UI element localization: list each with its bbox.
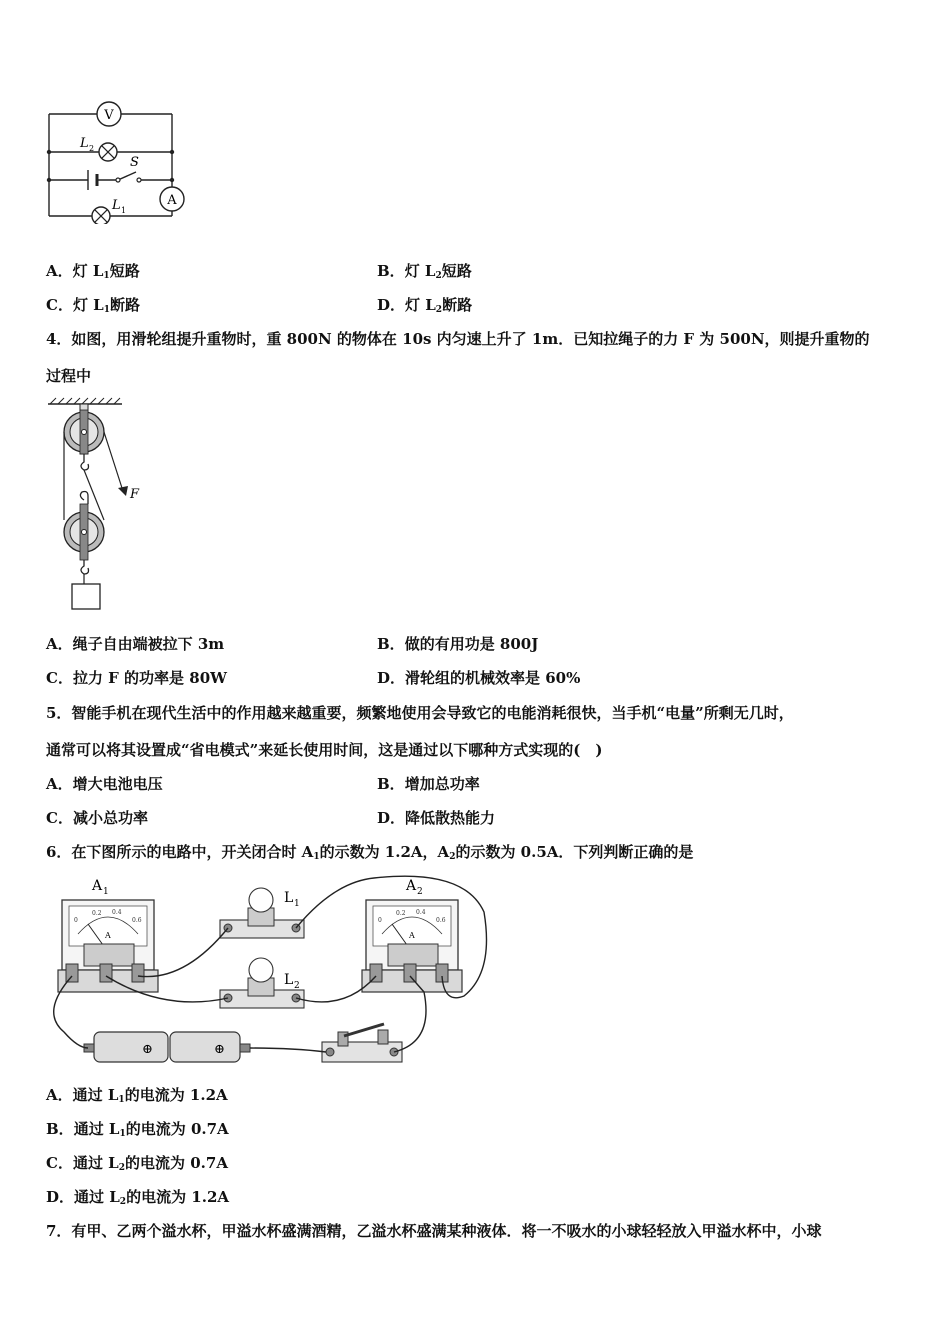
ammeter-a2 xyxy=(362,878,462,992)
q5-options-row-2 xyxy=(46,808,496,828)
q3-options-row-2 xyxy=(46,295,473,320)
q3-circuit-diagram xyxy=(44,96,189,224)
lamp-l1-symbol xyxy=(92,198,126,224)
svg-text:0: 0 xyxy=(378,917,382,924)
q5-stem-line2: 通常可以将其设置成“省电模式”来延长使用时间，这是通过以下哪种方式实现的( ) xyxy=(46,741,603,759)
q4-options-row-2 xyxy=(46,668,581,688)
q4-option-c[interactable]: C．拉力 F 的功率是 80W xyxy=(46,669,227,687)
q4-pulley-diagram xyxy=(44,396,154,616)
q5-option-b[interactable]: B．增加总功率 xyxy=(377,775,480,793)
svg-text:A: A xyxy=(409,931,415,940)
q4-option-b[interactable]: B．做的有用功是 800J xyxy=(377,635,539,653)
svg-text:V: V xyxy=(104,108,114,123)
q7-stem-line1: 7．有甲、乙两个溢水杯，甲溢水杯盛满酒精，乙溢水杯盛满某种液体．将一不吸水的小球轻轻放入甲溢水杯中，小球 xyxy=(46,1222,822,1240)
q6-stem: 6．在下图所示的电路中，开关闭合时 $A_1$的示数为 1.2A，$A_2$的示数为 0.5A．下列判断正确的是 xyxy=(46,843,694,862)
svg-text:L: L xyxy=(80,136,89,151)
svg-text:⊕: ⊕ xyxy=(142,1042,153,1057)
lamp-l2 xyxy=(220,958,304,1008)
svg-text:A: A xyxy=(167,193,177,208)
weight-block xyxy=(72,584,100,609)
svg-text:0.6: 0.6 xyxy=(132,917,142,924)
svg-text:1: 1 xyxy=(294,899,300,909)
svg-text:0.4: 0.4 xyxy=(416,909,426,916)
q6-circuit-photo xyxy=(44,872,494,1072)
movable-pulley xyxy=(64,504,104,560)
q5-option-d[interactable]: D．降低散热能力 xyxy=(377,809,496,827)
svg-text:2: 2 xyxy=(294,981,300,991)
svg-text:F: F xyxy=(130,487,140,502)
svg-text:0.2: 0.2 xyxy=(92,910,102,917)
q4-option-a[interactable]: A．绳子自由端被拉下 3m xyxy=(46,635,225,653)
battery xyxy=(84,1032,250,1062)
q3-option-c[interactable]: C．灯 $L_1$断路 xyxy=(46,296,141,315)
q6-option-d[interactable]: D．通过 $L_2$的电流为 1.2A xyxy=(46,1188,230,1207)
svg-text:2: 2 xyxy=(89,144,95,153)
lamp-l1 xyxy=(220,888,304,938)
svg-text:0: 0 xyxy=(74,917,78,924)
ammeter-symbol xyxy=(160,187,184,211)
q6-option-a[interactable]: A．通过 $L_1$的电流为 1.2A xyxy=(46,1086,228,1105)
ammeter-a1 xyxy=(58,878,158,992)
svg-text:A: A xyxy=(406,878,417,894)
svg-text:1: 1 xyxy=(103,887,109,897)
q3-options-row-1 xyxy=(46,261,472,286)
q4-option-d[interactable]: D．滑轮组的机械效率是 60% xyxy=(377,669,581,687)
q5-option-c[interactable]: C．减小总功率 xyxy=(46,809,148,827)
svg-text:0.2: 0.2 xyxy=(396,910,406,917)
svg-text:L: L xyxy=(112,198,121,213)
lamp-l2-symbol xyxy=(79,136,117,161)
voltmeter-symbol xyxy=(97,102,121,126)
q4-stem-line2: 过程中 xyxy=(46,367,92,385)
switch xyxy=(322,1024,402,1062)
q5-option-a[interactable]: A．增大电池电压 xyxy=(46,775,163,793)
q5-stem-line1: 5．智能手机在现代生活中的作用越来越重要，频繁地使用会导致它的电能消耗很快，当手机“电量”所剩无几时， xyxy=(46,704,794,722)
q6-option-b[interactable]: B．通过 $L_1$的电流为 0.7A xyxy=(46,1120,229,1139)
switch-label: S xyxy=(130,155,139,170)
svg-text:1: 1 xyxy=(121,206,127,215)
q4-options-row-1 xyxy=(46,634,539,654)
svg-text:L: L xyxy=(284,972,294,988)
force-arrow xyxy=(118,486,140,502)
q5-options-row-1 xyxy=(46,774,480,794)
svg-text:2: 2 xyxy=(417,887,423,897)
svg-text:A: A xyxy=(105,931,111,940)
svg-text:A: A xyxy=(92,878,103,894)
svg-text:0.6: 0.6 xyxy=(436,917,446,924)
svg-text:⊕: ⊕ xyxy=(214,1042,225,1057)
q3-option-a[interactable]: A．灯 $L_1$短路 xyxy=(46,262,140,281)
q6-option-c[interactable]: C．通过 $L_2$的电流为 0.7A xyxy=(46,1154,228,1173)
svg-text:0.4: 0.4 xyxy=(112,909,122,916)
q3-option-d[interactable]: D．灯 $L_2$断路 xyxy=(377,296,473,315)
q3-option-b[interactable]: B．灯 $L_2$短路 xyxy=(377,262,472,281)
fixed-pulley xyxy=(64,404,104,454)
svg-text:L: L xyxy=(284,890,294,906)
q4-stem-line1: 4．如图，用滑轮组提升重物时，重 800N 的物体在 10s 内匀速上升了 1m．已知拉绳子的力 F 为 500N，则提升重物的 xyxy=(46,330,870,348)
